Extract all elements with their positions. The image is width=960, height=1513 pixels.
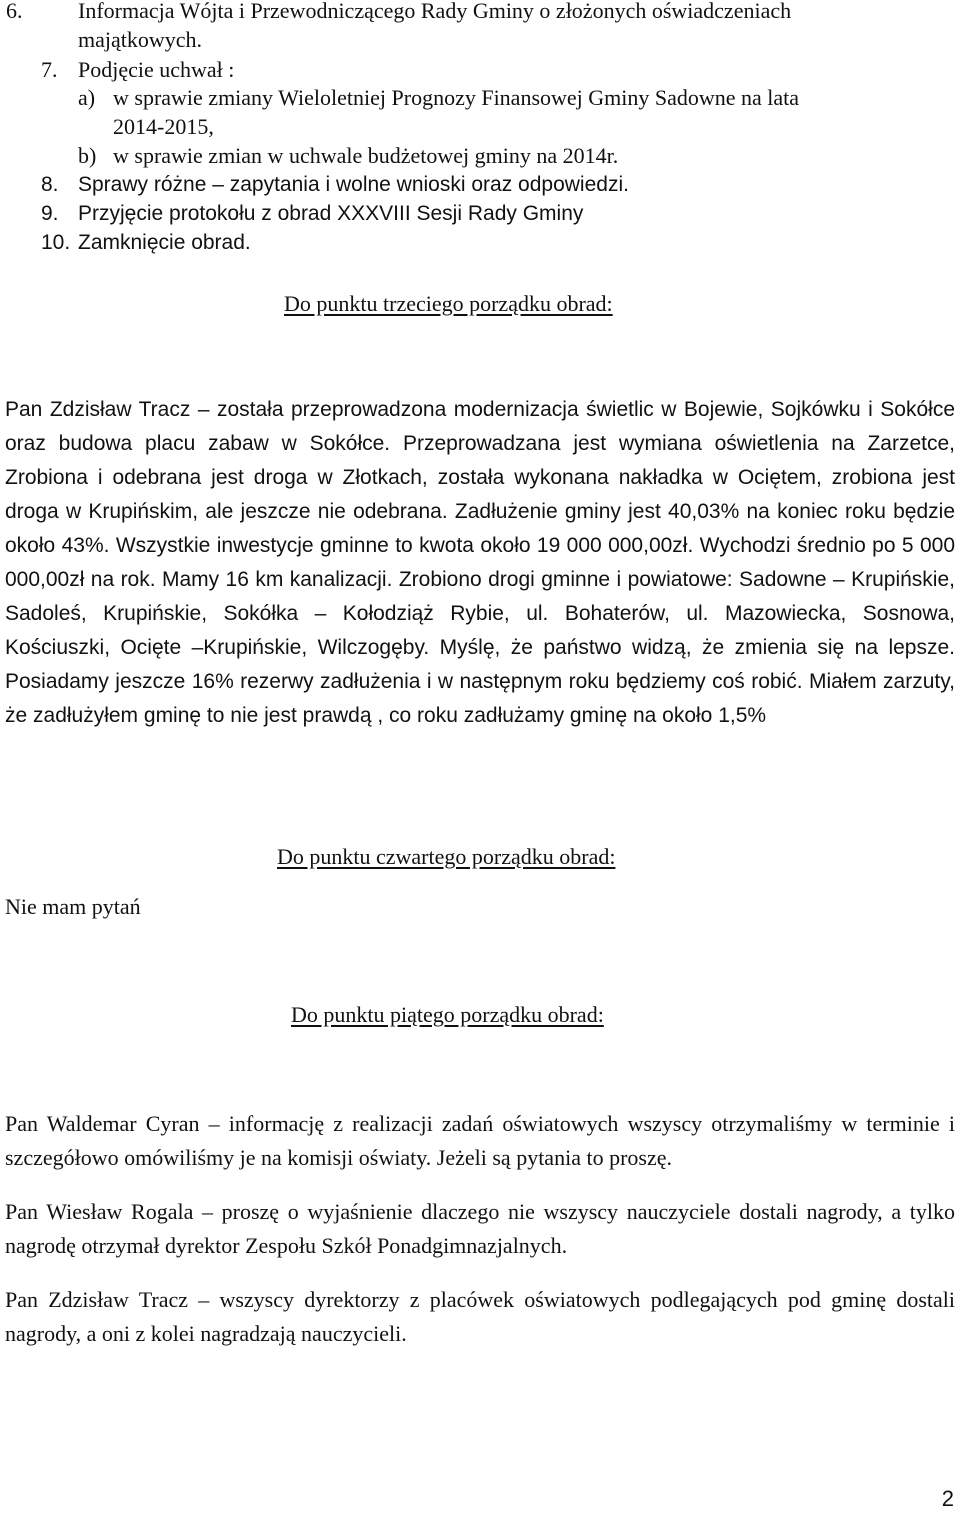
agenda-item-number: 10.	[41, 231, 71, 254]
section-4-text: Nie mam pytań	[5, 894, 141, 919]
agenda-item-number: 7.	[41, 57, 58, 82]
section-5-heading: Do punktu piątego porządku obrad:	[291, 1002, 604, 1027]
agenda-item-number: 8.	[41, 173, 59, 196]
agenda-subitem-text: w sprawie zmiany Wieloletniej Prognozy Finansowej Gminy Sadowne na lata	[113, 85, 800, 110]
page-number: 2	[941, 1486, 954, 1511]
agenda-item-number: 6.	[6, 0, 23, 23]
agenda-subitem-text: w sprawie zmian w uchwale budżetowej gminy na 2014r.	[113, 143, 619, 168]
agenda-item-text: Informacja Wójta i Przewodniczącego Rady Gminy o złożonych oświadczeniach	[78, 0, 792, 23]
section-5-paragraph-1: Pan Waldemar Cyran – informację z realizacji zadań oświatowych wszyscy otrzymaliśmy w terminie i szczegółowo omówiliśmy je na komisji oświaty. Jeżeli są pytania to proszę.	[5, 1111, 955, 1170]
agenda-subitem-label: a)	[78, 85, 96, 110]
agenda-subitem-7a-continued: 2014-2015,	[113, 114, 214, 139]
agenda-subitem-label: b)	[78, 143, 97, 168]
section-3-heading: Do punktu trzeciego porządku obrad:	[284, 291, 613, 316]
agenda-item-6-continued: majątkowych.	[78, 27, 203, 52]
agenda-item-text: Sprawy różne – zapytania i wolne wnioski oraz odpowiedzi.	[78, 173, 629, 196]
agenda-item-text: Zamknięcie obrad.	[78, 231, 251, 254]
section-3-paragraph: Pan Zdzisław Tracz – została przeprowadzona modernizacja świetlic w Bojewie, Sojkówku i Sokółce oraz budowa placu zabaw w Sokółce. Przeprowadzana jest wymiana oświetlenia na Zarzetce, Zrobiona i odebrana jest droga w Złotkach, została wykonana nakładka w Ociętem, zrobiona jest droga w Krupińskim, ale jeszcze nie odebrana. Zadłużenie gminy jest 40,03% na koniec roku będzie około 43%. Wszystkie inwestycje gminne to kwota około 19 000 000,00zł. Wychodzi średnio po 5 000 000,00zł na rok. Mamy 16 km kanalizacji. Zrobiono drogi gminne i powiatowe: Sadowne – Krupińskie, Sadoleś, Krupińskie, Sokółka – Kołodziąż Rybie, ul. Bohaterów, ul. Mazowiecka, Sosnowa, Kościuszki, Ocięte –Krupińskie, Wilczogęby. Myślę, że państwo widzą, że zmienia się na lepsze. Posiadamy jeszcze 16% rezerwy zadłużenia i w następnym roku będziemy coś robić. Miałem zarzuty, że zadłużyłem gminę to nie jest prawdą , co roku zadłużamy gminę na około 1,5%	[5, 398, 955, 727]
section-4-heading: Do punktu czwartego porządku obrad:	[277, 844, 616, 869]
agenda-item-text: Przyjęcie protokołu z obrad XXXVIII Sesji Rady Gminy	[78, 202, 584, 225]
agenda-item-number: 9.	[41, 202, 59, 225]
agenda-item-text: Podjęcie uchwał :	[78, 57, 235, 82]
section-5-paragraph-3: Pan Zdzisław Tracz – wszyscy dyrektorzy z placówek oświatowych podlegających pod gminę dostali nagrody, a oni z kolei nagradzają nauczycieli.	[5, 1287, 955, 1346]
section-5-paragraph-2: Pan Wiesław Rogala – proszę o wyjaśnienie dlaczego nie wszyscy nauczyciele dostali nagrody, a tylko nagrodę otrzymał dyrektor Zespołu Szkół Ponadgimnazjalnych.	[5, 1199, 955, 1258]
